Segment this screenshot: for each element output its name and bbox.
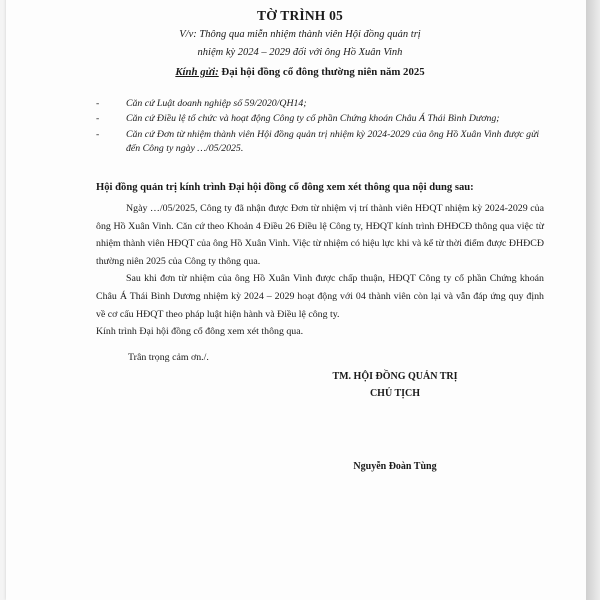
legal-basis-item: [96, 97, 546, 111]
bullet-dash: -: [96, 128, 100, 140]
recipient-label: Kính gửi:: [175, 66, 219, 78]
legal-basis-item: [96, 112, 546, 126]
proposal-heading: Hội đồng quản trị kính trình Đại hội đồng cổ đông xem xét thông qua nội dung sau:: [96, 182, 474, 193]
bullet-dash: -: [96, 113, 100, 125]
body-paragraph: Sau khi đơn từ nhiệm của ông Hồ Xuân Vinh được chấp thuận, HĐQT Công ty cổ phần Chứng khoán Châu Á Thái Bình Dương nhiệm kỳ 2024 – 2029 hoạt động với 04 thành viên còn lại và vẫn đáp ứng quy định về cơ cấu HĐQT theo pháp luật hiện hành và Điều lệ công ty.: [96, 273, 544, 320]
signature-position: CHỦ TỊCH: [369, 388, 421, 399]
legal-basis-text: Căn cứ Điều lệ tổ chức và hoạt động Công ty cổ phần Chứng khoán Châu Á Thái Bình Dương;: [126, 113, 500, 125]
recipient-line: [0, 66, 600, 78]
body-paragraph: Ngày …/05/2025, Công ty đã nhận được Đơn từ nhiệm vị trí thành viên HĐQT nhiệm kỳ 2024-2029 của ông Hồ Xuân Vinh. Căn cứ theo Khoản 4 Điều 26 Điều lệ Công ty, HĐQT kính trình ĐHĐCĐ thông qua việc từ nhiệm thành viên HĐQT của ông Hồ Xuân Vinh. Việc từ nhiệm có hiệu lực khi và kể từ thời điểm được ĐHĐCĐ thường niên 2025 của Công ty thông qua.: [96, 203, 544, 267]
signature-title: TM. HỘI ĐỒNG QUẢN TRỊ: [332, 371, 458, 382]
bullet-dash: -: [96, 98, 100, 109]
closing-text: Trân trọng cảm ơn./.: [128, 352, 209, 363]
body-paragraph: Kính trình Đại hội đồng cổ đông xem xét thông qua.: [96, 326, 304, 338]
page-edge: [586, 0, 600, 600]
legal-basis-text: Căn cứ Luật doanh nghiệp số 59/2020/QH14;: [126, 98, 307, 109]
signer-name: Nguyễn Đoàn Tùng: [353, 461, 437, 472]
subject-line-2: nhiệm kỳ 2024 – 2029 đối với ông Hồ Xuân Vinh: [197, 47, 403, 58]
recipient-name: Đại hội đồng cổ đông thường niên năm 2025: [221, 66, 425, 78]
signature-block: [300, 368, 490, 402]
document-subject: [0, 26, 600, 62]
legal-bases-list: [96, 97, 546, 158]
subject-line-1: V/v: Thông qua miễn nhiệm thành viên Hội đồng quản trị: [179, 29, 421, 40]
legal-basis-text: Căn cứ Đơn từ nhiệm thành viên Hội đồng quản trị nhiệm kỳ 2024-2029 của ông Hồ Xuân Vinh được gửi đến Công ty ngày …/05/2025.: [126, 128, 540, 155]
document-body: [96, 200, 544, 341]
document-title: TỜ TRÌNH 05: [257, 8, 343, 23]
legal-basis-item: [96, 128, 546, 157]
